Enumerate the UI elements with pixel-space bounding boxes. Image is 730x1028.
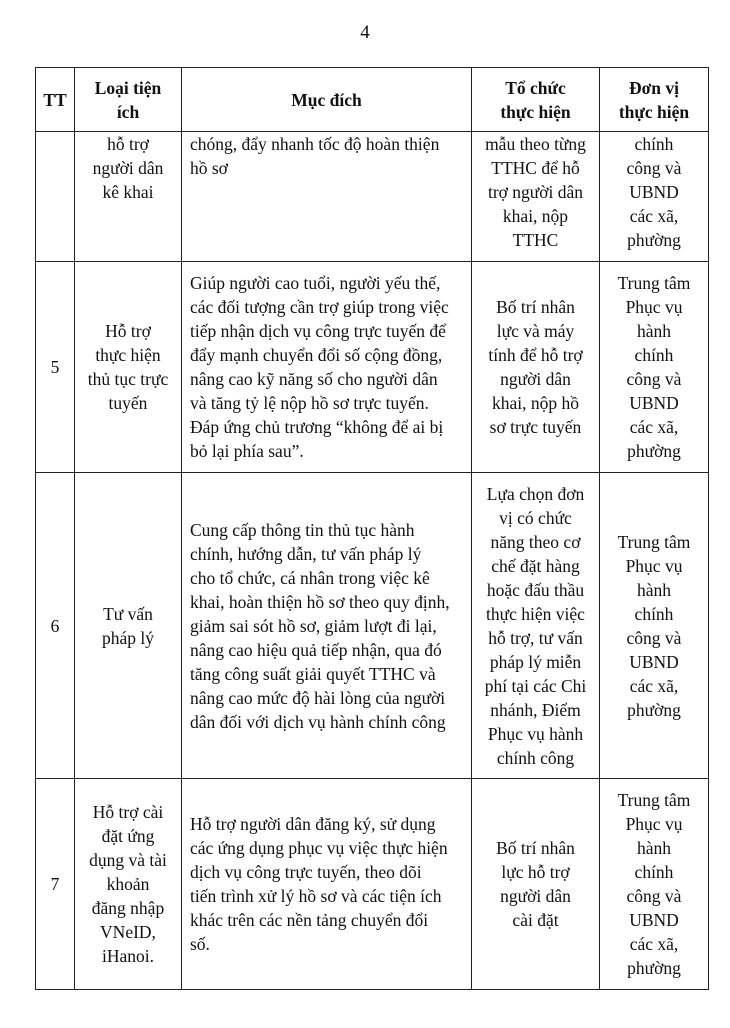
cell-purpose	[182, 473, 472, 779]
cell-line: các xã,	[629, 675, 679, 696]
cell-line: Lựa chọn đơn	[486, 483, 585, 504]
cell-line: chính	[634, 134, 674, 154]
cell-line: đẩy mạnh chuyển đổi số cộng đồng,	[190, 345, 443, 365]
cell-organizer	[472, 779, 600, 990]
cell-type	[75, 473, 182, 779]
cell-line: Phục vụ	[625, 814, 683, 834]
cell-line: Phục vụ	[625, 297, 683, 317]
cell-line: tuyến	[108, 393, 148, 413]
cell-line: Bố trí nhân	[496, 838, 575, 858]
cell-organizer	[472, 132, 600, 262]
cell-line: khai, nộp hồ	[491, 393, 579, 413]
header-type-line: Loại tiện	[94, 77, 162, 98]
cell-line: Giúp người cao tuổi, người yếu thế,	[190, 273, 441, 293]
cell-line: Hỗ trợ	[105, 321, 151, 341]
cell-line: hoặc đấu thầu	[486, 579, 585, 600]
cell-line: Cung cấp thông tin thủ tục hành	[190, 519, 415, 540]
cell-tt: 5	[36, 262, 75, 473]
cell-line: hành	[636, 321, 672, 341]
cell-line: nâng cao hiệu quả tiếp nhận, qua đó	[190, 639, 442, 660]
page-number: 4	[360, 22, 370, 43]
cell-line: TTHC	[512, 230, 559, 250]
cell-line: và tăng tỷ lệ nộp hồ sơ trực tuyến.	[190, 393, 429, 413]
cell-line: khai, nộp	[502, 206, 569, 226]
cell-tt: 7	[36, 779, 75, 990]
cell-line: hành	[636, 579, 672, 600]
cell-line: công và	[626, 886, 682, 906]
cell-purpose	[182, 262, 472, 473]
cell-line: đặt ứng	[101, 826, 155, 846]
cell-line: dịch vụ công trực tuyến, theo dõi	[190, 862, 422, 882]
cell-line: người dân	[500, 369, 571, 389]
cell-line: phường	[627, 441, 681, 461]
cell-line: Hỗ trợ người dân đăng ký, sử dụng	[190, 814, 436, 834]
cell-line: đăng nhập	[91, 898, 165, 918]
table-row	[36, 262, 709, 473]
cell-line: sơ trực tuyến	[489, 417, 582, 437]
cell-line: hành	[636, 838, 672, 858]
cell-line: chính	[634, 345, 674, 365]
cell-line: các ứng dụng phục vụ việc thực hiện	[190, 838, 448, 858]
cell-line: tiến trình xử lý hồ sơ và các tiện ích	[190, 886, 442, 906]
cell-line: công và	[626, 158, 682, 178]
cell-line: tính để hỗ trợ	[488, 345, 583, 365]
cell-unit	[600, 779, 709, 990]
cell-line: Phục vụ	[625, 555, 683, 576]
cell-line: khoản	[106, 874, 150, 894]
cell-line: Bố trí nhân	[496, 297, 575, 317]
header-type-line: ích	[116, 101, 140, 122]
cell-purpose	[182, 132, 472, 262]
cell-line: tăng công suất giải quyết TTHC và	[190, 663, 436, 684]
cell-line: hỗ trợ, tư vấn	[488, 627, 583, 648]
cell-line: nhánh, Điểm	[490, 699, 581, 720]
cell-line: công và	[626, 369, 682, 389]
cell-line: thủ tục trực	[87, 369, 169, 389]
cell-line: lực và máy	[496, 321, 575, 341]
cell-line: iHanoi.	[101, 946, 154, 966]
cell-line: người dân	[500, 886, 571, 906]
cell-line: Trung tâm	[617, 790, 691, 810]
header-type	[75, 68, 182, 132]
cell-line: vị có chức	[499, 507, 572, 528]
cell-line: số.	[190, 934, 210, 954]
cell-line: Trung tâm	[617, 273, 691, 293]
cell-line: khác trên các nền tảng chuyển đổi	[190, 910, 429, 930]
cell-line: công và	[626, 627, 682, 648]
header-unit	[600, 68, 709, 132]
cell-tt	[36, 132, 75, 262]
cell-line: tiếp nhận dịch vụ công trực tuyến để	[190, 321, 446, 341]
cell-line: Tư vấn	[103, 603, 153, 624]
cell-line: chính công	[496, 747, 575, 768]
cell-line: Hỗ trợ cài	[92, 802, 164, 822]
cell-type	[75, 262, 182, 473]
cell-purpose	[182, 779, 472, 990]
cell-line: UBND	[629, 182, 679, 202]
cell-line: VNeID,	[100, 922, 156, 942]
table-row	[36, 132, 709, 262]
cell-tt: 6	[36, 473, 75, 779]
cell-line: UBND	[629, 393, 679, 413]
cell-line: phường	[627, 230, 681, 250]
cell-line: Trung tâm	[617, 531, 691, 552]
cell-line: dụng và tài	[89, 850, 167, 870]
cell-line: TTHC để hỗ	[491, 158, 580, 178]
cell-line: chính	[634, 603, 674, 624]
cell-line: trợ người dân	[487, 182, 584, 202]
cell-line: thực hiện	[95, 345, 161, 365]
header-organizer-line: thực hiện	[500, 101, 571, 122]
cell-line: nâng cao kỹ năng số cho người dân	[190, 369, 438, 389]
cell-line: mẫu theo từng	[485, 134, 586, 154]
cell-unit	[600, 132, 709, 262]
cell-type	[75, 779, 182, 990]
cell-line: kê khai	[102, 182, 154, 202]
cell-line: phường	[627, 699, 681, 720]
cell-line: cài đặt	[512, 910, 559, 930]
cell-line: thực hiện việc	[486, 603, 585, 624]
cell-line: các đối tượng cần trợ giúp trong việc	[190, 297, 449, 317]
cell-line: Đáp ứng chủ trương “không để ai bị	[190, 417, 444, 437]
cell-line: chóng, đẩy nhanh tốc độ hoàn thiện	[190, 134, 440, 154]
cell-line: dân đối với dịch vụ hành chính công	[190, 711, 446, 732]
cell-line: Phục vụ hành	[487, 723, 584, 744]
cell-unit	[600, 473, 709, 779]
cell-unit	[600, 262, 709, 473]
table-row	[36, 779, 709, 990]
header-unit-line: thực hiện	[618, 101, 690, 122]
header-tt: TT	[36, 68, 75, 132]
cell-line: phường	[627, 958, 681, 978]
cell-type	[75, 132, 182, 262]
cell-line: pháp lý	[101, 627, 154, 648]
cell-line: khai, hoàn thiện hồ sơ theo quy định,	[190, 591, 450, 612]
header-unit-line: Đơn vị	[628, 77, 680, 98]
table-row	[36, 473, 709, 779]
cell-organizer	[472, 262, 600, 473]
cell-line: hồ sơ	[190, 158, 228, 178]
cell-line: UBND	[629, 651, 679, 672]
cell-line: lực hỗ trợ	[501, 862, 570, 882]
cell-line: chính, hướng dẫn, tư vấn pháp lý	[190, 543, 422, 564]
header-organizer-line: Tổ chức	[505, 77, 566, 98]
cell-line: nâng cao mức độ hài lòng của người	[190, 687, 446, 708]
cell-line: các xã,	[629, 934, 679, 954]
header-organizer	[472, 68, 600, 132]
utility-table	[35, 67, 709, 990]
cell-line: các xã,	[629, 206, 679, 226]
cell-line: hỗ trợ	[107, 134, 149, 154]
cell-line: bỏ lại phía sau”.	[190, 441, 304, 461]
cell-line: phí tại các Chi	[484, 675, 587, 696]
cell-line: chính	[634, 862, 674, 882]
cell-line: các xã,	[629, 417, 679, 437]
cell-line: pháp lý miễn	[489, 651, 582, 672]
cell-organizer	[472, 473, 600, 779]
cell-line: giảm sai sót hồ sơ, giảm lượt đi lại,	[190, 615, 437, 636]
table-header-row	[36, 68, 709, 132]
cell-line: người dân	[92, 158, 164, 178]
cell-line: năng theo cơ	[490, 531, 581, 552]
cell-line: UBND	[629, 910, 679, 930]
cell-line: chế đặt hàng	[491, 555, 580, 576]
cell-line: cho tổ chức, cá nhân trong việc kê	[190, 567, 430, 588]
header-purpose: Mục đích	[182, 68, 472, 132]
